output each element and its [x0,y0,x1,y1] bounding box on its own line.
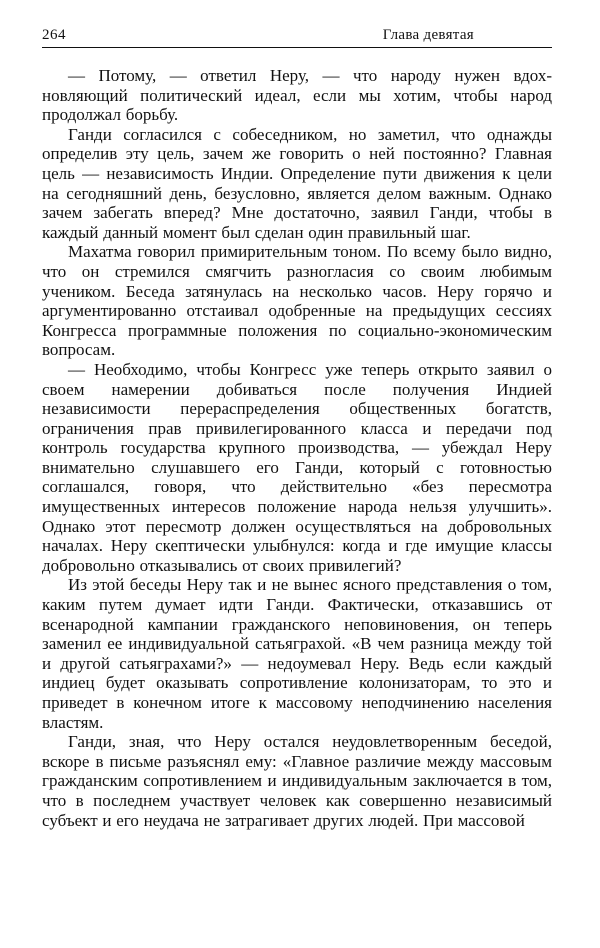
paragraph: — Потому, — ответил Неру, — что народу нужен вдохновляющий политический идеал, если мы хотим, чтобы народ продолжал борьбу. [42,66,552,125]
paragraph: Махатма говорил примирительным тоном. По всему было видно, что он стремился смягчить разногласия со своим любимым учеником. Беседа затянулась на несколько часов. Неру горячо и аргументированно отстаивал одобренные на предыдущих сессиях Конгресса программные положения по социально-экономическим вопросам. [42,242,552,360]
body-text [42,66,552,830]
paragraph: Из этой беседы Неру так и не вынес ясного представления о том, каким путем думает идти Ганди. Фактически, отказавшись от всенародной кампании гражданского неповиновения, он теперь заменил ее индивидуальной сатьяграхой. «В чем разница между той и другой сатьяграхами?» — недоумевал Неру. Ведь если каждый индиец будет оказывать сопротивление колонизаторам, то это и приведет в конечном итоге к массовому неподчинению населения властям. [42,575,552,732]
page-number: 264 [42,27,66,43]
paragraph: Ганди, зная, что Неру остался неудовлетворенным беседой, вскоре в письме разъяснял ему: «Главное различие между массовым гражданским сопротивлением и индивидуальным заключается в том, что в последнем участвует человек как совершенно независимый субъект и его неудача не затрагивает других людей. При массовой [42,732,552,830]
chapter-title: Глава девятая [382,27,474,43]
paragraph: Ганди согласился с собеседником, но заметил, что однажды определив эту цель, зачем же говорить о ней постоянно? Главная цель — независимость Индии. Определение пути движения к цели на сегодняшний день, безусловно, является делом важным. Однако зачем забегать вперед? Мне достаточно, заявил Ганди, чтобы в каждый данный момент был сделан один правильный шаг. [42,124,552,242]
running-header [42,26,552,48]
book-page [42,26,552,830]
paragraph: — Необходимо, чтобы Конгресс уже теперь открыто заявил о своем намерении добиваться после получения Индией независимости перераспределения общественных богатств, ограничения прав привилегированного класса и передачи под контроль государства крупного производства, — убеждал Неру внимательно слушавшего его Ганди, который с готовностью соглашался, говоря, что действительно «без пересмотра имущественных интересов положение народа нельзя улучшить». Однако этот пересмотр должен осуществляться на добровольных началах. Неру скептически улыбнулся: когда и где имущие классы добровольно отказывались от своих привилегий? [42,359,552,575]
